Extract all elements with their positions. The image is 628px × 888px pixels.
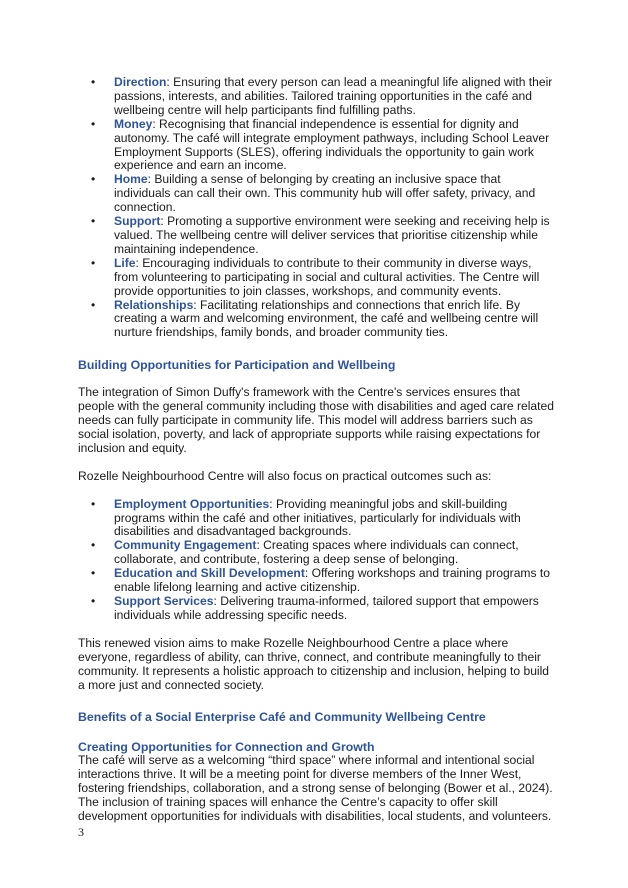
list-item [78, 498, 558, 540]
list-item-text: : Promoting a supportive environment were seeking and receiving help is valued. The wellbeing centre will deliver services that prioritise citizenship while maintaining independence. [114, 214, 550, 256]
paragraph: This renewed vision aims to make Rozelle Neighbourhood Centre a place where everyone, regardless of ability, can thrive, connect, and contribute meaningfully to their community. It represents a holistic approach to citizenship and inclusion, helping to build a more just and connected society. [78, 635, 550, 692]
list-item-text: : Providing meaningful jobs and skill-building programs within the café and other initiatives, particularly for individuals with disabilities and disadvantaged backgrounds. [114, 496, 521, 539]
page-content [78, 76, 558, 824]
list-item [78, 173, 558, 215]
section-heading: Building Opportunities for Participation and Wellbeing [78, 358, 396, 373]
list-item [78, 595, 558, 623]
list-item-term: Direction [114, 75, 167, 89]
section-heading: Benefits of a Social Enterprise Café and Community Wellbeing Centre [78, 710, 486, 725]
list-item-text: : Encouraging individuals to contribute to their community in diverse ways, from volunteering to participating in social and cultural activities. The Centre will provide opportunities to join classes, workshops, and community events. [114, 255, 540, 298]
page-number: 3 [78, 825, 84, 839]
list-item-term: Home [114, 172, 148, 187]
list-item-text: : Offering workshops and training programs to enable lifelong learning and active citizenship. [114, 566, 550, 595]
list-item-term: Money [114, 116, 153, 131]
list-item [78, 118, 558, 174]
list-item-text: : Recognising that financial independence is essential for dignity and autonomy. The café will integrate employment pathways, including School Leaver Employment Supports (SLES), offering individuals the opportunity to gain work experience and earn an income. [114, 116, 550, 173]
paragraph: The café will serve as a welcoming “third space” where informal and intentional social interactions thrive. It will be a meeting point for diverse members of the Inner West, fostering friendships, collaboration, and a strong sense of belonging (Bower et al., 2024). The inclusion of training spaces will enhance the Centre’s capacity to offer skill development opportunities for individuals with disabilities, local students, and volunteers. [78, 753, 553, 824]
list-item [78, 76, 558, 118]
paragraph: Rozelle Neighbourhood Centre will also focus on practical outcomes such as: [78, 468, 492, 483]
list-item-text: : Ensuring that every person can lead a meaningful life aligned with their passions, interests, and abilities. Tailored training opportunities in the café and wellbeing centre will help participants find fulfilling paths. [114, 75, 553, 117]
list-item-term: Employment Opportunities [114, 496, 270, 511]
list-item [78, 299, 558, 341]
list-item-term: Support [114, 214, 161, 229]
list-item [78, 539, 558, 567]
list-item [78, 567, 558, 595]
list-item-term: Life [114, 255, 136, 270]
list-item [78, 257, 558, 299]
list-item-term: Support Services [114, 594, 214, 608]
list-item-text: : Delivering trauma-informed, tailored support that empowers individuals while addressing specific needs. [114, 594, 539, 622]
outcomes-list [78, 498, 558, 623]
list-item-text: : Facilitating relationships and connections that enrich life. By creating a warm and welcoming environment, the café and wellbeing centre will nurture friendships, family bonds, and broader community ties. [114, 297, 539, 340]
list-item-term: Education and Skill Development [114, 566, 305, 581]
subsection-heading: Creating Opportunities for Connection and Growth [78, 740, 375, 755]
list-item-term: Community Engagement [114, 538, 257, 553]
list-item-text: : Building a sense of belonging by creating an inclusive space that individuals can call their own. This community hub will offer safety, privacy, and connection. [114, 172, 536, 215]
list-item-text: : Creating spaces where individuals can connect, collaborate, and contribute, fostering a deep sense of belonging. [114, 538, 519, 567]
life-domains-list [78, 76, 558, 340]
list-item-term: Relationships [114, 297, 194, 312]
paragraph: The integration of Simon Duffy's framework with the Centre's services ensures that people with the general community including those with disabilities and aged care related needs can fully participate in community life. This model will address barriers such as social isolation, poverty, and lack of appropriate supports while raising expectations for inclusion and equity. [78, 385, 554, 455]
list-item [78, 215, 558, 257]
